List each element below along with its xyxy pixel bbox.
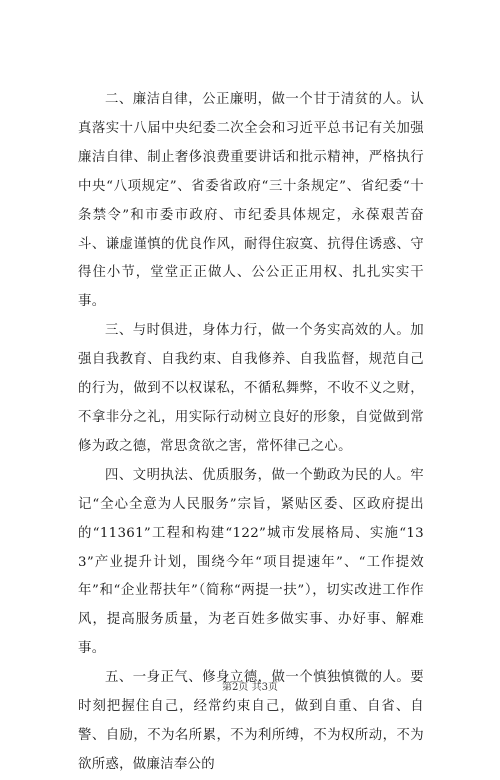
paragraph-self-discipline: 五、一身正气、修身立德，做一个慎独慎微的人。要时刻把握住自己，经常约束自己，做到自重、自省、自警、自励，不为名所累，不为利所缚，不为权所动，不为欲所惑，做廉洁奉公的 bbox=[78, 670, 424, 772]
page-number-footer: 第2页 共3页 bbox=[222, 682, 278, 693]
paragraph-integrity: 二、廉洁自律，公正廉明，做一个甘于清贫的人。认真落实十八届中央纪委二次全会和习近平总书记有关加强廉洁自律、制止奢侈浪费重要讲话和批示精神，严格执行中央“八项规定”、省委省政府“三十条规定”、省纪委“十条禁令”和市委市政府、市纪委具体规定，永葆艰苦奋斗、谦虚谨慎的优良作风，耐得住寂寞、抗得住诱惑、守得住小节，堂堂正正做人、公公正正用权、扎扎实实干事。 bbox=[78, 92, 424, 310]
document-body bbox=[78, 86, 424, 780]
paragraph-service: 四、文明执法、优质服务，做一个勤政为民的人。牢记“全心全意为人民服务”宗旨，紧贴区委、区政府提出的“11361”工程和构建“122”城市发展格局、实施“133”产业提升计划，围绕今年“项目提速年”、“工作提效年”和“企业帮扶年”（简称“两提一扶”），切实改进工作作风，提高服务质量，为老百姓多做实事、办好事、解难事。 bbox=[78, 467, 424, 657]
paragraph-pragmatic: 三、与时俱进，身体力行，做一个务实高效的人。加强自我教育、自我约束、自我修养、自我监督，规范自己的行为，做到不以权谋私，不循私舞弊，不收不义之财，不拿非分之礼，用实际行动树立良好的形象，自觉做到常修为政之德，常思贪欲之害，常怀律己之心。 bbox=[78, 323, 424, 454]
